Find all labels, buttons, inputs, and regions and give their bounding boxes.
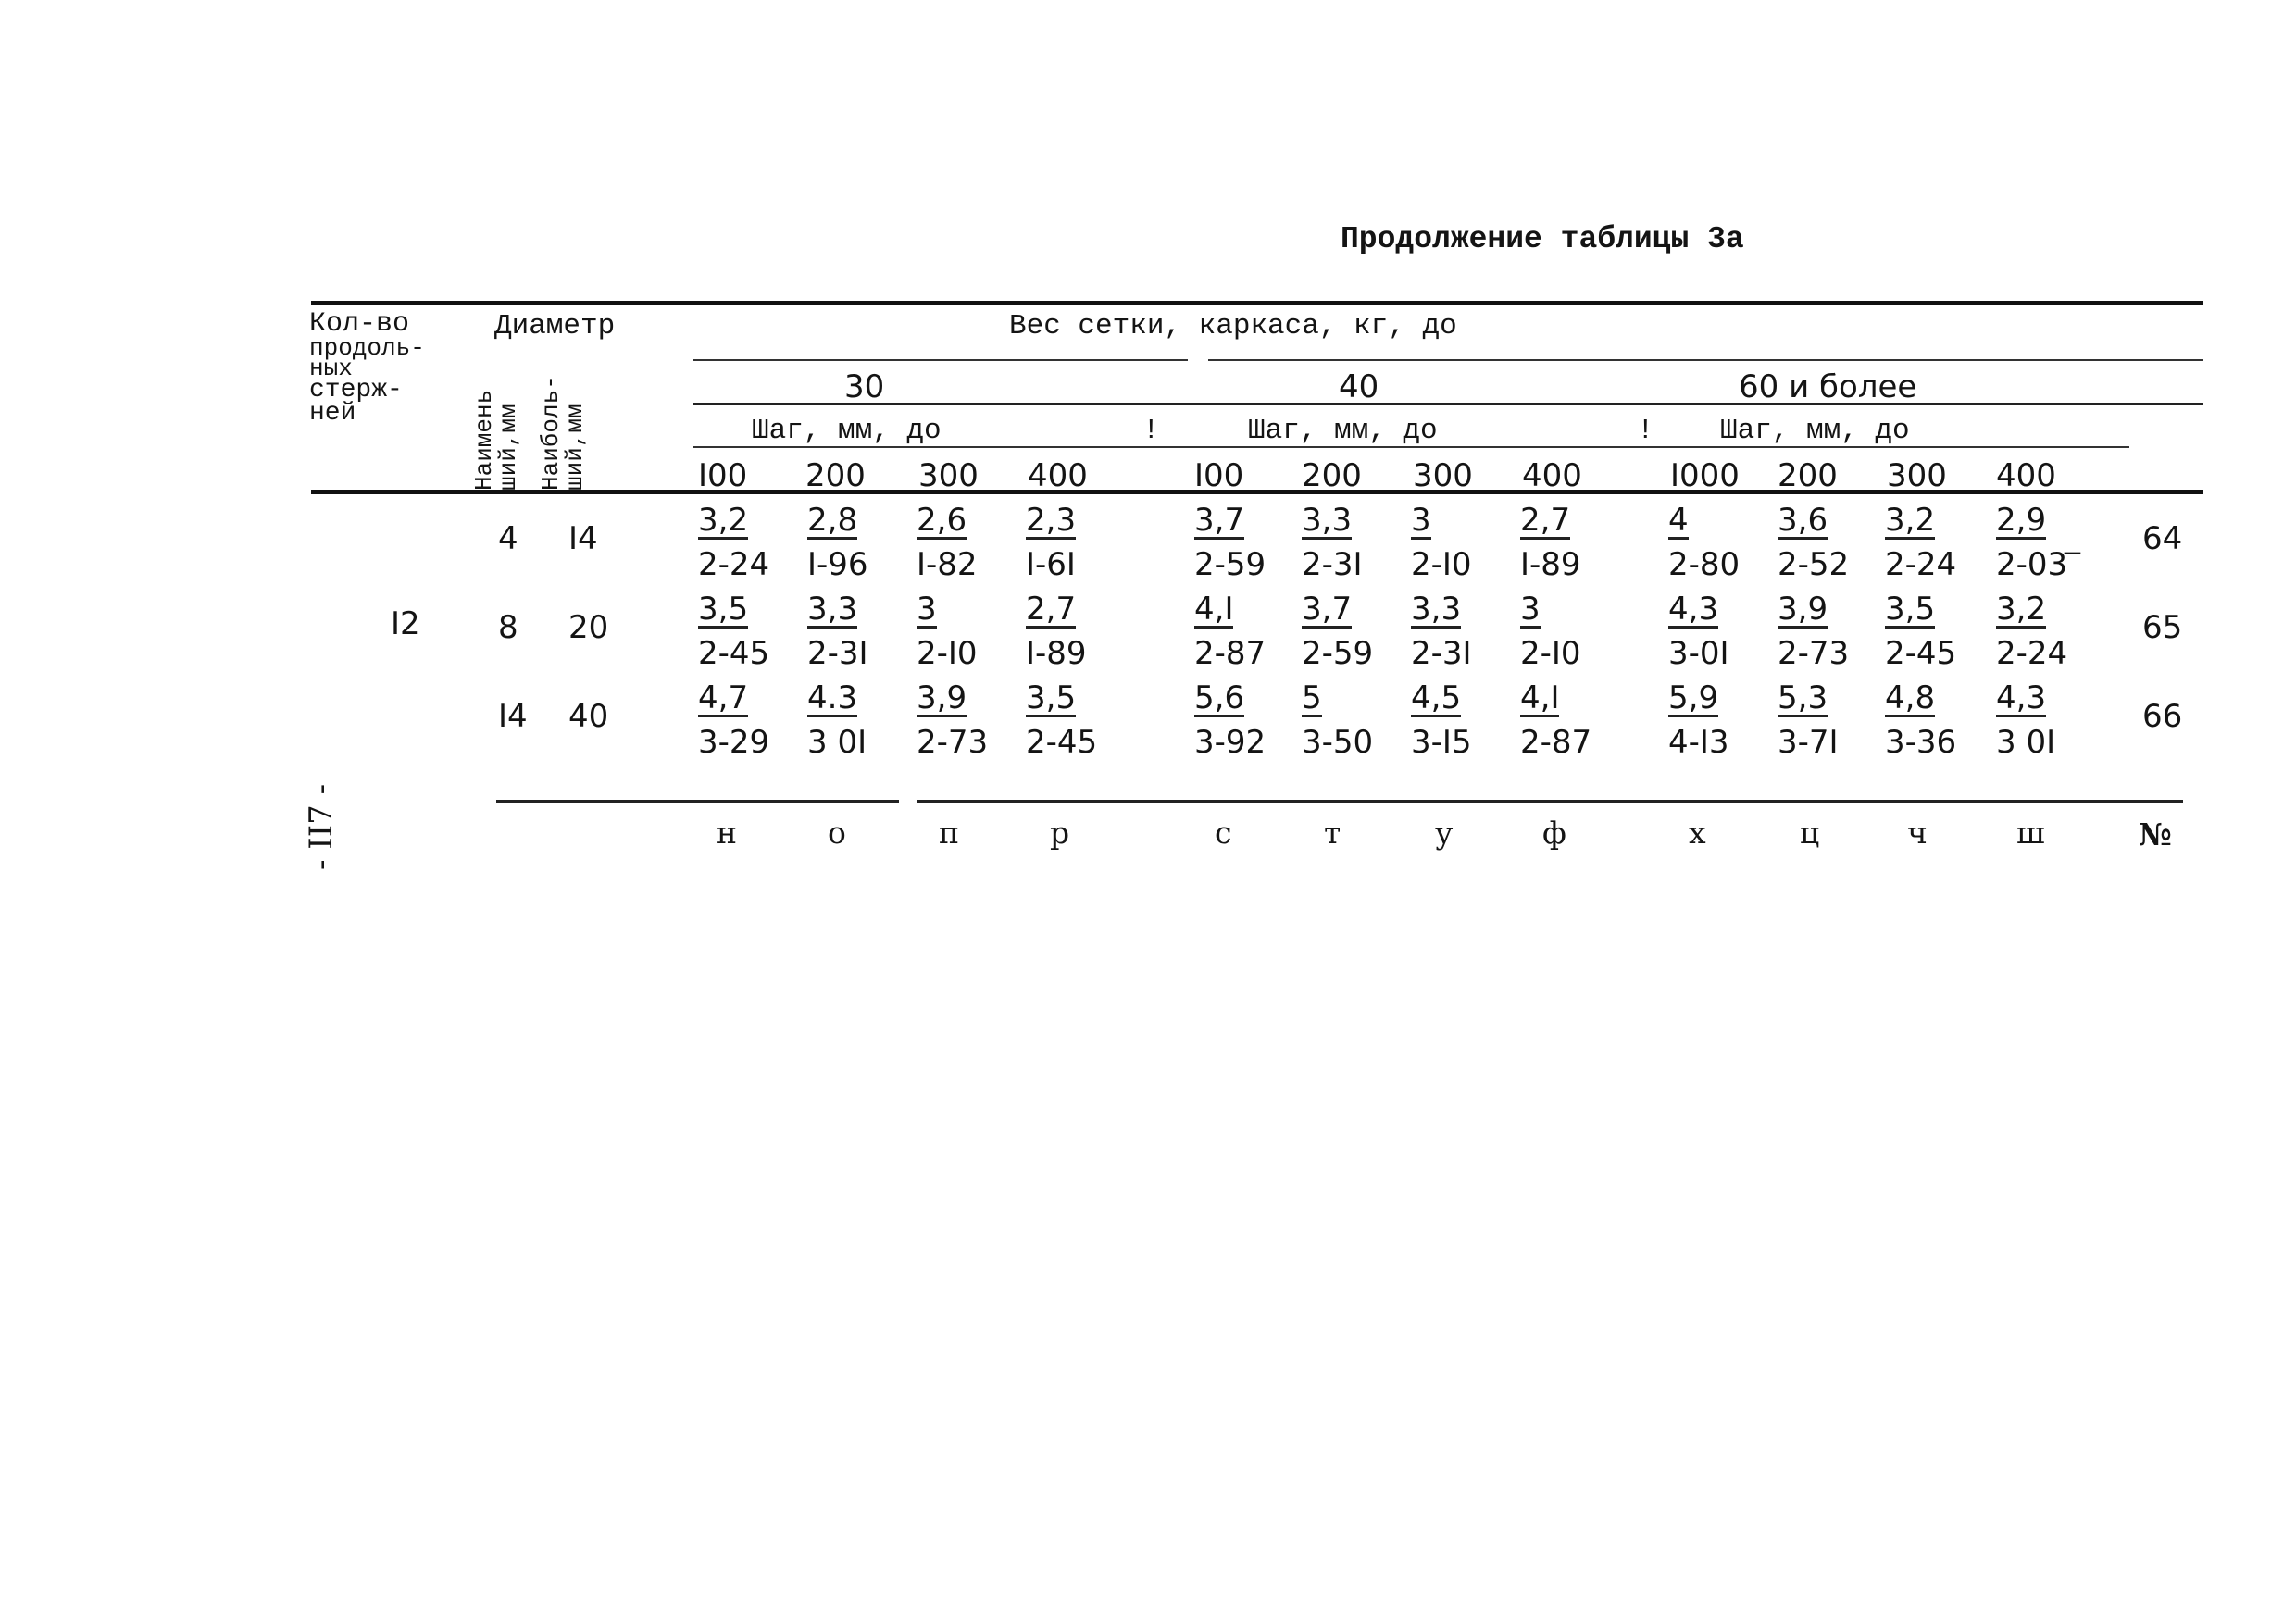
cell-weight-value: 3,5: [1885, 591, 1936, 628]
group-weight-60: 60 и более: [1739, 368, 1917, 405]
table-top-rule: [311, 301, 2203, 305]
dash-mark: _: [2065, 518, 2080, 555]
cell-price-value: 3-I5: [1411, 724, 1472, 761]
weight-cell: [807, 589, 918, 674]
cell-price-value: 3-36: [1885, 724, 1957, 761]
weight-cell: [1302, 589, 1413, 674]
cell-weight-value: 3: [917, 591, 937, 628]
weight-cell: [1996, 589, 2107, 674]
cell-weight-value: 4,I: [1520, 679, 1560, 716]
cell-weight-value: 2,7: [1026, 591, 1077, 628]
cell-price-value: 3-0I: [1668, 635, 1729, 672]
column-letter: ч: [1907, 815, 1928, 851]
column-letter: х: [1689, 815, 1706, 851]
group-weight-rule: [693, 403, 2203, 405]
step-value: 200: [1302, 457, 1362, 494]
step-value: 400: [1996, 457, 2056, 494]
cell-price-value: I-96: [807, 546, 868, 583]
cell-weight-value: 3: [1411, 502, 1431, 539]
step-value: I00: [1194, 457, 1244, 494]
page-number: - II7 -: [303, 783, 340, 870]
weight-cell: [1668, 500, 1779, 585]
cell-price-value: I-89: [1026, 635, 1087, 672]
cell-weight-value: 4,7: [698, 679, 749, 716]
diameter-max-value: I4: [568, 520, 598, 557]
separator-mark: !: [1142, 415, 1160, 447]
cell-weight-value: 3,3: [807, 591, 858, 628]
cell-price-value: 2-45: [698, 635, 770, 672]
weight-cell: [1194, 678, 1305, 763]
weight-cell: [807, 678, 918, 763]
weight-cell: [1885, 589, 1996, 674]
step-label-1: Шаг, мм, до: [752, 415, 942, 447]
cell-weight-value: 3,5: [1026, 679, 1077, 716]
cell-price-value: 2-3I: [1302, 546, 1363, 583]
weight-cell: [1194, 589, 1305, 674]
column-letter: ш: [2016, 815, 2045, 851]
cell-weight-value: 3: [1520, 591, 1541, 628]
header-diameter-max: [539, 370, 587, 491]
diameter-max-line: Наиболь-: [537, 375, 565, 491]
cell-weight-value: 3,3: [1302, 502, 1353, 539]
cell-weight-value: 3,9: [917, 679, 967, 716]
weight-cell: [1520, 589, 1631, 674]
cell-weight-value: 3,2: [1996, 591, 2047, 628]
cell-price-value: 2-73: [917, 724, 989, 761]
cell-price-value: I-6I: [1026, 546, 1076, 583]
cell-price-value: 2-I0: [1520, 635, 1581, 672]
weight-cell: [1885, 500, 1996, 585]
weight-cell: [1411, 678, 1522, 763]
weight-cell: [1668, 678, 1779, 763]
step-value: I000: [1670, 457, 1740, 494]
header-weight: Вес сетки, каркаса, кг, до: [1009, 310, 1457, 342]
cell-price-value: 3-50: [1302, 724, 1374, 761]
separator-mark: !: [1637, 415, 1654, 447]
cell-weight-value: 5,3: [1778, 679, 1828, 716]
cell-weight-value: 4.3: [807, 679, 858, 716]
weight-cell: [698, 678, 809, 763]
weight-cell: [1668, 589, 1779, 674]
cell-price-value: 2-I0: [1411, 546, 1472, 583]
row-number: 65: [2142, 609, 2183, 646]
rod-count-value: I2: [391, 605, 420, 642]
weight-underline-1: [693, 359, 1188, 361]
weight-cell: [1778, 589, 1889, 674]
step-value: 400: [1028, 457, 1088, 494]
column-letter: ц: [1800, 815, 1820, 851]
rod-count-line: Кол-во: [309, 308, 410, 340]
diameter-max-value: 20: [568, 609, 609, 646]
cell-weight-value: 4,8: [1885, 679, 1936, 716]
cell-weight-value: 3,7: [1302, 591, 1353, 628]
diameter-min-value: 4: [498, 520, 518, 557]
cell-weight-value: 4,5: [1411, 679, 1462, 716]
cell-price-value: I-82: [917, 546, 978, 583]
step-label-2: Шаг, мм, до: [1248, 415, 1438, 447]
column-letter: о: [828, 815, 846, 851]
cell-price-value: 2-73: [1778, 635, 1850, 672]
rod-count-line: ных: [309, 355, 353, 382]
cell-price-value: 2-24: [698, 546, 770, 583]
row-number: 66: [2142, 698, 2183, 735]
weight-cell: [1026, 678, 1137, 763]
weight-cell: [1885, 678, 1996, 763]
rod-count-line: ней: [309, 399, 356, 428]
column-letter: ф: [1542, 815, 1566, 851]
cell-price-value: 2-45: [1026, 724, 1098, 761]
cell-price-value: 3-92: [1194, 724, 1267, 761]
diameter-min-value: I4: [498, 698, 528, 735]
cell-price-value: 2-24: [1996, 635, 2068, 672]
cell-price-value: 3 0I: [807, 724, 867, 761]
cell-price-value: 2-24: [1885, 546, 1957, 583]
step-label-3: Шаг, мм, до: [1720, 415, 1910, 447]
column-letter: р: [1050, 815, 1070, 851]
footer-rule-2: [917, 800, 2183, 803]
cell-weight-value: 2,7: [1520, 502, 1571, 539]
cell-weight-value: 4,3: [1996, 679, 2047, 716]
cell-weight-value: 3,5: [698, 591, 749, 628]
cell-weight-value: 3,7: [1194, 502, 1245, 539]
weight-cell: [1520, 500, 1631, 585]
cell-price-value: 2-3I: [807, 635, 868, 672]
column-letter: у: [1435, 815, 1454, 851]
weight-cell: [1996, 500, 2107, 585]
weight-cell: [1026, 589, 1137, 674]
step-value: 200: [1778, 457, 1838, 494]
weight-cell: [1194, 500, 1305, 585]
weight-cell: [1996, 678, 2107, 763]
weight-cell: [1778, 500, 1889, 585]
weight-cell: [1302, 500, 1413, 585]
cell-price-value: 2-59: [1194, 546, 1267, 583]
header-rod-count: [309, 308, 425, 428]
cell-weight-value: 3,3: [1411, 591, 1462, 628]
row-number: 64: [2142, 520, 2183, 557]
diameter-min-line: Наимень: [470, 389, 498, 491]
cell-price-value: 3 0I: [1996, 724, 2056, 761]
step-value: 300: [1887, 457, 1947, 494]
cell-weight-value: 3,2: [698, 502, 749, 539]
cell-weight-value: 5: [1302, 679, 1322, 716]
cell-weight-value: 5,6: [1194, 679, 1245, 716]
cell-weight-value: 5,9: [1668, 679, 1719, 716]
weight-cell: [917, 678, 1028, 763]
group-weight-40: 40: [1339, 368, 1379, 405]
cell-price-value: I-89: [1520, 546, 1581, 583]
weight-cell: [807, 500, 918, 585]
cell-weight-value: 3,2: [1885, 502, 1936, 539]
weight-cell: [917, 500, 1028, 585]
diameter-max-value: 40: [568, 698, 609, 735]
rod-count-line: продоль-: [309, 334, 425, 362]
weight-cell: [698, 589, 809, 674]
cell-weight-value: 2,3: [1026, 502, 1077, 539]
cell-price-value: 3-7I: [1778, 724, 1839, 761]
cell-price-value: 2-52: [1778, 546, 1850, 583]
rod-count-line: стерж-: [309, 376, 403, 404]
weight-cell: [1302, 678, 1413, 763]
diameter-max-line: ший,мм: [561, 404, 589, 491]
cell-weight-value: 2,8: [807, 502, 858, 539]
step-value: I00: [698, 457, 748, 494]
weight-cell: [1520, 678, 1631, 763]
column-letter: т: [1324, 815, 1341, 851]
header-diameter-min: [472, 370, 520, 491]
cell-weight-value: 2,6: [917, 502, 967, 539]
weight-cell: [1778, 678, 1889, 763]
cell-price-value: 2-87: [1520, 724, 1592, 761]
weight-cell: [698, 500, 809, 585]
weight-cell: [1411, 589, 1522, 674]
cell-weight-value: 4,I: [1194, 591, 1234, 628]
cell-price-value: 2-45: [1885, 635, 1957, 672]
cell-price-value: 2-87: [1194, 635, 1267, 672]
weight-cell: [1026, 500, 1137, 585]
cell-price-value: 4-I3: [1668, 724, 1729, 761]
table-title: Продолжение таблицы 3а: [1341, 222, 1744, 256]
footer-rule-1: [496, 800, 899, 803]
column-letter: н: [717, 815, 737, 851]
step-value: 300: [918, 457, 979, 494]
cell-weight-value: 3,6: [1778, 502, 1828, 539]
cell-price-value: 3-29: [698, 724, 770, 761]
column-letter: п: [939, 815, 959, 851]
diameter-min-value: 8: [498, 609, 518, 646]
step-value: 200: [805, 457, 866, 494]
cell-price-value: 2-80: [1668, 546, 1741, 583]
cell-price-value: 2-3I: [1411, 635, 1472, 672]
header-diameter: Диаметр: [494, 310, 616, 342]
cell-weight-value: 2,9: [1996, 502, 2047, 539]
cell-weight-value: 4: [1668, 502, 1689, 539]
cell-weight-value: 4,3: [1668, 591, 1719, 628]
step-value: 400: [1522, 457, 1582, 494]
cell-price-value: 2-59: [1302, 635, 1374, 672]
weight-cell: [917, 589, 1028, 674]
cell-price-value: 2-I0: [917, 635, 978, 672]
column-letter: с: [1215, 815, 1232, 851]
cell-weight-value: 3,9: [1778, 591, 1828, 628]
step-value: 300: [1413, 457, 1473, 494]
group-weight-30: 30: [844, 368, 885, 405]
weight-underline-2: [1208, 359, 2203, 361]
cell-price-value: 2-03: [1996, 546, 2068, 583]
weight-cell: [1411, 500, 1522, 585]
diameter-min-line: ший,мм: [494, 404, 522, 491]
footer-number-mark: №: [2139, 816, 2172, 853]
